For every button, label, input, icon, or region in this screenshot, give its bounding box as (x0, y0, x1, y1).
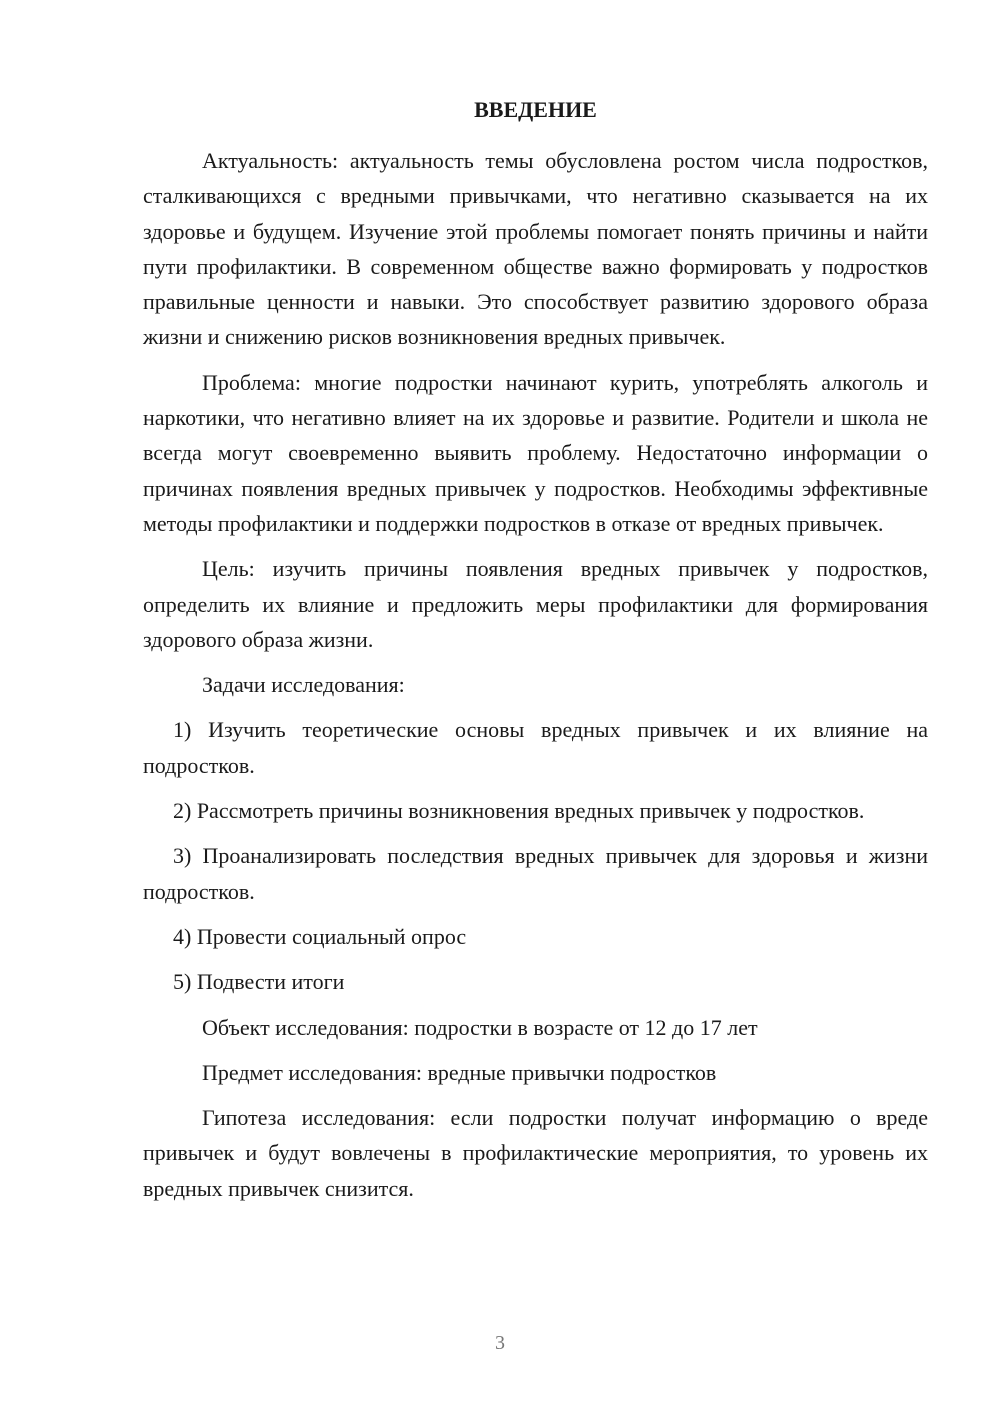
section-heading: ВВЕДЕНИЕ (474, 97, 597, 122)
task-item-2: 2) Рассмотреть причины возникновения вредных привычек у подростков. (173, 798, 865, 824)
paragraph-goal: Цель: изучить причины появления вредных привычек у подростков, определить их влияние и предложить меры профилактики для формирования здорового образа жизни. (143, 556, 928, 652)
document-page (143, 92, 928, 1216)
task-item-5: 5) Подвести итоги (173, 969, 345, 995)
paragraph-relevance: Актуальность: актуальность темы обусловлена ростом числа подростков, сталкивающихся с вредными привычками, что негативно сказывается на их здоровье и будущем. Изучение этой проблемы помогает понять причины и найти пути профилактики. В современном обществе важно формировать у подростков правильные ценности и навыки. Это способствует развитию здорового образа жизни и снижению рисков возникновения вредных привычек. (143, 148, 928, 350)
task-item-1: 1) Изучить теоретические основы вредных привычек и их влияние на подростков. (143, 717, 928, 778)
task-item-3: 3) Проанализировать последствия вредных привычек для здоровья и жизни подростков. (143, 843, 928, 904)
tasks-heading: Задачи исследования: (202, 672, 405, 698)
paragraph-object: Объект исследования: подростки в возрасте от 12 до 17 лет (202, 1014, 758, 1040)
page-number: 3 (495, 1332, 505, 1354)
paragraph-hypothesis: Гипотеза исследования: если подростки получат информацию о вреде привычек и будут вовлечены в профилактические мероприятия, то уровень их вредных привычек снизится. (143, 1105, 928, 1201)
paragraph-subject: Предмет исследования: вредные привычки подростков (202, 1059, 717, 1085)
task-item-4: 4) Провести социальный опрос (173, 923, 467, 949)
paragraph-problem: Проблема: многие подростки начинают курить, употреблять алкоголь и наркотики, что негативно влияет на их здоровье и развитие. Родители и школа не всегда могут своевременно выявить проблему. Недостаточно информации о причинах появления вредных привычек у подростков. Необходимы эффективные методы профилактики и поддержки подростков в отказе от вредных привычек. (143, 369, 928, 536)
